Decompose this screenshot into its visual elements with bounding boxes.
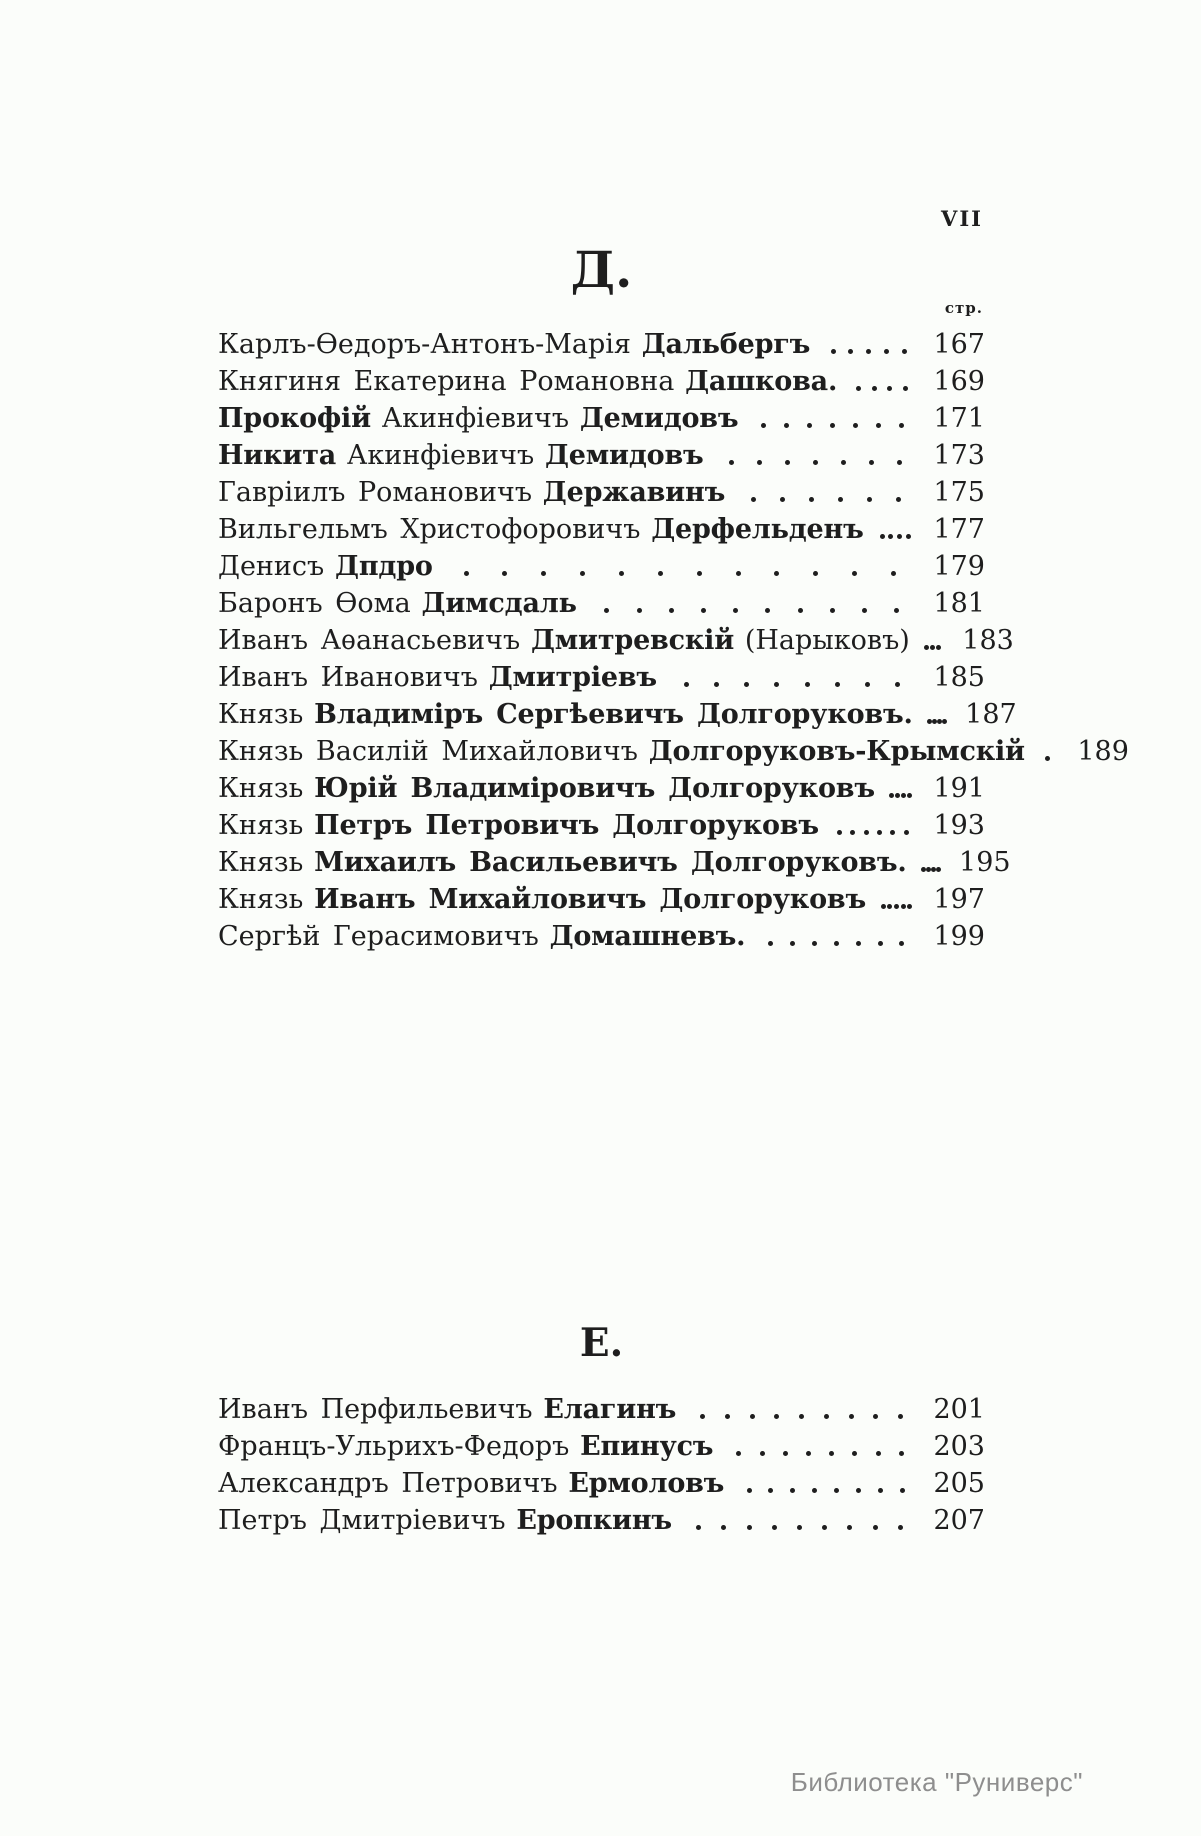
toc-entry [218, 326, 985, 363]
entry-name-regular: Княгиня Екатерина Романовна [218, 366, 675, 397]
leader-dot [926, 867, 931, 872]
entry-name-bold: Дерфельденъ [651, 514, 864, 545]
entry-name-bold: Юрій Владиміровичъ Долгоруковъ [314, 773, 875, 804]
leader-dot [1045, 756, 1050, 761]
leader-dot [881, 904, 886, 909]
entry-name [218, 696, 913, 733]
section-heading-d: Д. [570, 240, 633, 299]
dot-leader [1025, 733, 1067, 770]
entry-name-bold: Михаилъ Васильевичъ Долгоруковъ. [314, 847, 907, 878]
toc-entry [218, 659, 985, 696]
leader-dot [807, 423, 812, 428]
entry-page-number: 169 [933, 366, 985, 397]
dot-leader [907, 844, 949, 881]
entry-name-regular: Гавріилъ Романовичъ [218, 477, 532, 508]
dot-leader [738, 400, 923, 437]
leader-dot [790, 1488, 795, 1493]
entry-name-regular: Иванъ Аѳанасьевичъ [218, 625, 521, 656]
leader-dot [747, 1488, 752, 1493]
leader-dot [867, 497, 872, 502]
leader-dot [907, 793, 912, 798]
entry-name-bold: Домашневъ. [549, 921, 746, 952]
entry-name-regular: Князь [218, 773, 304, 804]
entry-name [218, 1391, 676, 1428]
leader-dot [805, 682, 810, 687]
leader-dot [830, 423, 835, 428]
entry-page-number: 201 [933, 1394, 985, 1425]
entry-name-bold: Еропкинъ [516, 1505, 672, 1536]
leader-dot [790, 941, 795, 946]
leader-dot [848, 349, 853, 354]
entry-name-bold: Прокофій [218, 403, 371, 434]
folio-page-number: VII [941, 206, 983, 231]
dot-leader [713, 1428, 923, 1465]
leader-dot [774, 1414, 779, 1419]
leader-dot [877, 830, 882, 835]
dot-leader [676, 1391, 923, 1428]
entry-name-regular: Карлъ-Ѳедоръ-Антонъ-Марія [218, 329, 631, 360]
leader-dot [924, 645, 929, 650]
dot-leader [704, 437, 923, 474]
leader-dot [812, 941, 817, 946]
leader-dot [757, 460, 762, 465]
leader-dot [809, 497, 814, 502]
entry-name-bold: Епинусъ [580, 1431, 714, 1462]
toc-list-d [218, 326, 1129, 955]
leader-dot [902, 349, 907, 354]
toc-entry [218, 807, 985, 844]
entry-name [218, 844, 907, 881]
leader-dot [834, 941, 839, 946]
toc-entry [218, 696, 1017, 733]
leader-dot [541, 571, 546, 576]
entry-name-bold: Демидовъ [544, 440, 704, 471]
leader-dot [901, 904, 906, 909]
entry-page-number: 181 [933, 588, 985, 619]
leader-dot [900, 1488, 905, 1493]
dot-leader [819, 807, 923, 844]
entry-name-bold: Державинъ [542, 477, 726, 508]
leader-dot [906, 534, 911, 539]
toc-entry [218, 918, 985, 955]
dot-leader [672, 1502, 923, 1539]
dot-leader [864, 511, 923, 548]
entry-name [218, 881, 866, 918]
entry-name-regular: Князь Василій Михайловичъ [218, 736, 638, 767]
leader-dot [897, 534, 902, 539]
entry-page-number: 199 [933, 921, 985, 952]
entry-name-regular: Князь [218, 847, 304, 878]
leader-dot [658, 571, 663, 576]
leader-dot [936, 645, 941, 650]
leader-dot [895, 682, 900, 687]
entry-name-regular: Акинфіевичъ [381, 403, 570, 434]
entry-page-number: 179 [933, 551, 985, 582]
leader-dot [901, 793, 906, 798]
leader-dot [921, 867, 926, 872]
entry-name-regular: Князь [218, 884, 304, 915]
entry-name [218, 733, 1025, 770]
entry-name [218, 585, 577, 622]
entry-name [218, 548, 433, 585]
entry-name [218, 400, 738, 437]
toc-entry [218, 548, 985, 585]
leader-dot [847, 1525, 852, 1530]
leader-dot [750, 1414, 755, 1419]
dot-leader [866, 881, 923, 918]
leader-dot [850, 830, 855, 835]
toc-entry [218, 733, 1129, 770]
page-column-label: стр. [944, 299, 983, 317]
entry-page-number: 195 [959, 847, 1011, 878]
leader-dot [930, 645, 935, 650]
entry-name [218, 659, 657, 696]
leader-dot [798, 608, 803, 613]
entry-name-bold: Дальбергъ [641, 329, 811, 360]
leader-dot [797, 1525, 802, 1530]
entry-name [218, 326, 810, 363]
dot-leader [724, 1465, 923, 1502]
dot-leader [875, 770, 923, 807]
leader-dot [813, 571, 818, 576]
leader-dot [831, 349, 836, 354]
leader-dot [889, 793, 894, 798]
entry-name-bold: Ермоловъ [568, 1468, 725, 1499]
leader-dot [772, 1525, 777, 1530]
leader-dot [891, 571, 896, 576]
dot-leader [745, 918, 923, 955]
entry-page-number: 171 [933, 403, 985, 434]
leader-dot [580, 571, 585, 576]
toc-entry [218, 1465, 985, 1502]
leader-dot [464, 571, 469, 576]
entry-name-bold: Долгоруковъ-Крымскій [648, 736, 1025, 767]
leader-dot [733, 608, 738, 613]
toc-entry [218, 1502, 985, 1539]
leader-dot [747, 1525, 752, 1530]
leader-dot [768, 941, 773, 946]
leader-dot [899, 941, 904, 946]
entry-name-regular: Францъ-Ульрихъ-Федоръ [218, 1431, 570, 1462]
entry-name-regular: Денисъ [218, 551, 325, 582]
leader-dot [619, 571, 624, 576]
dot-leader [577, 585, 923, 622]
leader-dot [837, 830, 842, 835]
leader-dot [783, 1451, 788, 1456]
leader-dot [932, 719, 937, 724]
entry-page-number: 191 [933, 773, 985, 804]
leader-dot [887, 386, 892, 391]
entry-name-bold: Владиміръ Сергѣевичъ Долгоруковъ. [314, 699, 913, 730]
leader-dot [898, 1414, 903, 1419]
leader-dot [684, 682, 689, 687]
toc-entry [218, 881, 985, 918]
leader-dot [904, 830, 909, 835]
entry-page-number: 187 [965, 699, 1017, 730]
toc-entry [218, 1428, 985, 1465]
entry-name [218, 622, 910, 659]
dot-leader [910, 622, 952, 659]
leader-dot [761, 423, 766, 428]
entry-name [218, 918, 745, 955]
leader-dot [872, 386, 877, 391]
leader-dot [895, 793, 900, 798]
dot-leader [913, 696, 955, 733]
entry-name [218, 807, 819, 844]
leader-dot [869, 460, 874, 465]
leader-dot [813, 460, 818, 465]
leader-dot [760, 1451, 765, 1456]
entry-name-bold: Дмитріевъ [488, 662, 657, 693]
toc-entry [218, 622, 1014, 659]
entry-name-bold: Петръ Петровичъ Долгоруковъ [314, 810, 819, 841]
leader-dot [866, 349, 871, 354]
leader-dot [887, 904, 892, 909]
leader-dot [841, 460, 846, 465]
entry-page-number: 197 [933, 884, 985, 915]
entry-name-bold: Демидовъ [579, 403, 739, 434]
leader-dot [852, 1451, 857, 1456]
leader-dot [822, 1525, 827, 1530]
entry-name-regular: Александръ Петровичъ [218, 1468, 558, 1499]
leader-dot [888, 534, 893, 539]
leader-dot [765, 608, 770, 613]
toc-list-e [218, 1391, 985, 1539]
entry-page-number: 175 [933, 477, 985, 508]
leader-dot [853, 423, 858, 428]
entry-name [218, 437, 704, 474]
leader-dot [812, 1488, 817, 1493]
leader-dot [903, 386, 908, 391]
leader-dot [502, 571, 507, 576]
leader-dot [774, 682, 779, 687]
leader-dot [838, 497, 843, 502]
entry-name [218, 1465, 724, 1502]
leader-dot [897, 460, 902, 465]
entry-name-bold: Димсдаль [421, 588, 577, 619]
leader-dot [849, 1414, 854, 1419]
leader-dot [876, 1451, 881, 1456]
entry-name-bold: Дмитревскій [530, 625, 735, 656]
leader-dot [774, 571, 779, 576]
dot-leader [837, 363, 923, 400]
entry-page-number: 185 [933, 662, 985, 693]
entry-name-regular: (Нарыковъ) [744, 625, 910, 656]
leader-dot [799, 1414, 804, 1419]
leader-dot [873, 1525, 878, 1530]
entry-name-bold: Никита [218, 440, 337, 471]
entry-name-bold: Дашкова. [685, 366, 838, 397]
leader-dot [856, 941, 861, 946]
entry-page-number: 189 [1077, 736, 1129, 767]
leader-dot [784, 423, 789, 428]
leader-dot [862, 608, 867, 613]
leader-dot [669, 608, 674, 613]
leader-dot [736, 571, 741, 576]
entry-name-regular: Петръ Дмитріевичъ [218, 1505, 506, 1536]
entry-page-number: 203 [933, 1431, 985, 1462]
toc-entry [218, 1391, 985, 1428]
toc-entry [218, 844, 1011, 881]
entry-name-regular: Баронъ Ѳома [218, 588, 411, 619]
leader-dot [856, 1488, 861, 1493]
leader-dot [714, 682, 719, 687]
toc-entry [218, 511, 985, 548]
leader-dot [829, 1451, 834, 1456]
entry-page-number: 173 [933, 440, 985, 471]
leader-dot [744, 682, 749, 687]
leader-dot [701, 608, 706, 613]
leader-dot [852, 571, 857, 576]
toc-entry [218, 474, 985, 511]
leader-dot [700, 1414, 705, 1419]
leader-dot [834, 1488, 839, 1493]
leader-dot [824, 1414, 829, 1419]
library-watermark: Библиотека "Руниверс" [790, 1767, 1083, 1797]
leader-dot [697, 571, 702, 576]
dot-leader [433, 548, 923, 585]
leader-dot [907, 904, 912, 909]
entry-name [218, 1502, 672, 1539]
entry-name [218, 770, 875, 807]
toc-entry [218, 585, 985, 622]
entry-name-regular: Иванъ Перфильевичъ [218, 1394, 533, 1425]
leader-dot [806, 1451, 811, 1456]
leader-dot [878, 941, 883, 946]
entry-name-bold: Иванъ Михайловичъ Долгоруковъ [314, 884, 866, 915]
leader-dot [880, 534, 885, 539]
leader-dot [865, 682, 870, 687]
leader-dot [896, 497, 901, 502]
entry-page-number: 207 [933, 1505, 985, 1536]
entry-name-regular: Акинфіевичъ [346, 440, 535, 471]
entry-page-number: 177 [933, 514, 985, 545]
entry-name-bold: Елагинъ [543, 1394, 677, 1425]
leader-dot [637, 608, 642, 613]
entry-name [218, 1428, 713, 1465]
leader-dot [696, 1525, 701, 1530]
leader-dot [768, 1488, 773, 1493]
leader-dot [884, 349, 889, 354]
entry-name-regular: Иванъ Ивановичъ [218, 662, 478, 693]
leader-dot [604, 608, 609, 613]
leader-dot [876, 423, 881, 428]
leader-dot [927, 719, 932, 724]
leader-dot [931, 867, 936, 872]
leader-dot [856, 386, 861, 391]
entry-name-regular: Князь [218, 810, 304, 841]
toc-entry [218, 770, 985, 807]
toc-entry [218, 437, 985, 474]
leader-dot [899, 1451, 904, 1456]
toc-entry [218, 363, 985, 400]
leader-dot [890, 830, 895, 835]
entry-name [218, 363, 837, 400]
entry-page-number: 205 [933, 1468, 985, 1499]
leader-dot [936, 867, 941, 872]
entry-name-regular: Сергѣй Герасимовичъ [218, 921, 539, 952]
entry-name-bold: Дпдро [335, 551, 433, 582]
entry-name [218, 474, 725, 511]
leader-dot [721, 1525, 726, 1530]
leader-dot [899, 423, 904, 428]
leader-dot [830, 608, 835, 613]
leader-dot [894, 904, 899, 909]
leader-dot [878, 1488, 883, 1493]
entry-name [218, 511, 864, 548]
leader-dot [729, 460, 734, 465]
dot-leader [810, 326, 923, 363]
leader-dot [894, 608, 899, 613]
entry-page-number: 183 [962, 625, 1014, 656]
leader-dot [751, 497, 756, 502]
entry-name-regular: Князь [218, 699, 304, 730]
leader-dot [736, 1451, 741, 1456]
leader-dot [780, 497, 785, 502]
entry-page-number: 167 [933, 329, 985, 360]
dot-leader [657, 659, 923, 696]
section-heading-e: Е. [579, 1320, 624, 1366]
leader-dot [785, 460, 790, 465]
leader-dot [864, 830, 869, 835]
entry-page-number: 193 [933, 810, 985, 841]
leader-dot [725, 1414, 730, 1419]
leader-dot [835, 682, 840, 687]
entry-name-regular: Вильгельмъ Христофоровичъ [218, 514, 641, 545]
leader-dot [873, 1414, 878, 1419]
toc-entry [218, 400, 985, 437]
leader-dot [937, 719, 942, 724]
leader-dot [942, 719, 947, 724]
leader-dot [898, 1525, 903, 1530]
dot-leader [725, 474, 923, 511]
